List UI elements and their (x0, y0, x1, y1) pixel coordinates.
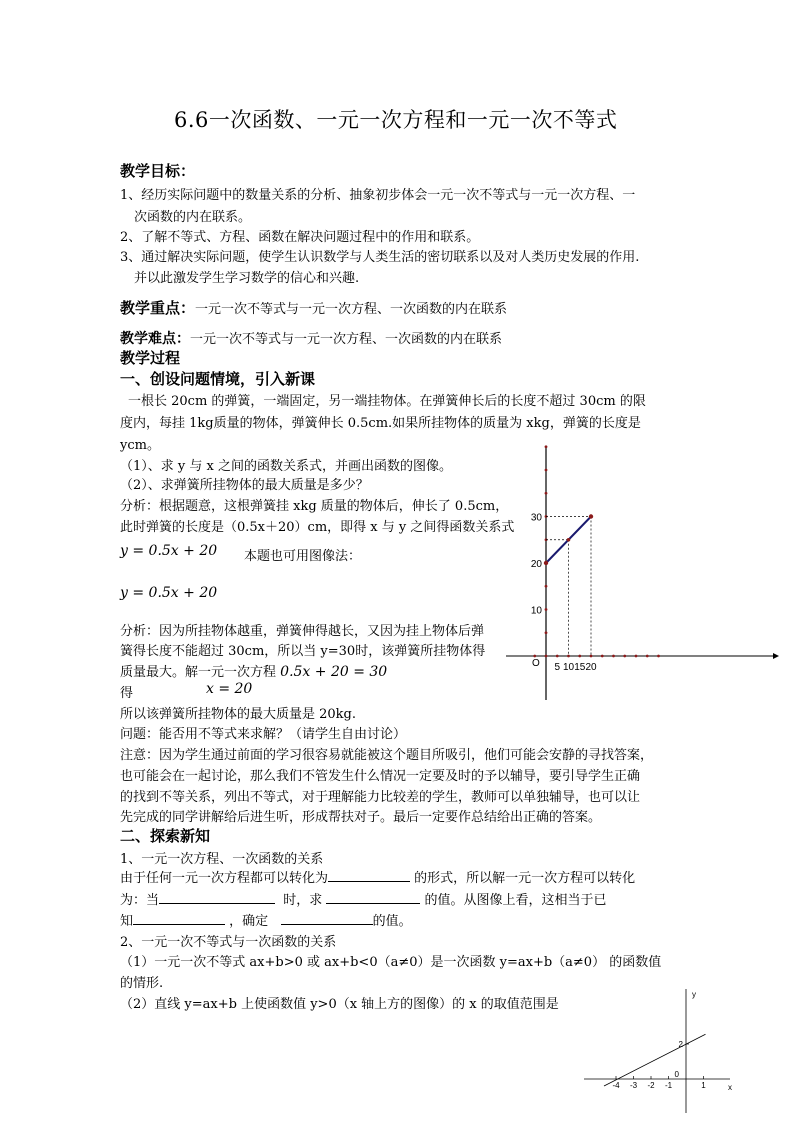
solve-line (120, 661, 387, 680)
y-tick-mark (545, 492, 548, 495)
problem-line: （1）、求 y 与 x 之间的函数关系式，并画出函数的图像。 (120, 459, 452, 474)
data-point (567, 538, 571, 542)
x-tick-label: 10 (562, 662, 575, 673)
text: 的形式，所以解一元一次方程可以转化 (414, 871, 636, 886)
key-point-label: 教学重点： (120, 299, 196, 317)
x-tick-mark (657, 655, 660, 658)
solution: x = 20 (206, 681, 253, 697)
process-heading: 教学过程 (120, 349, 181, 367)
y-tick-label: 30 (530, 512, 542, 524)
x-tick-mark (556, 655, 559, 658)
item-1-cont: 的情形. (120, 976, 164, 991)
key-point (120, 297, 507, 318)
x-tick-label: -1 (664, 1081, 673, 1090)
objective-line: 2、了解不等式、方程、函数在解决问题过程中的作用和联系。 (120, 230, 480, 245)
objective-line: 次函数的内在联系。 (134, 210, 252, 225)
x-tick-mark (646, 655, 649, 658)
text: 知 (120, 914, 134, 929)
fill-line-1 (120, 867, 635, 886)
x-tick-label: -2 (647, 1081, 655, 1090)
x-tick-label: -3 (629, 1081, 638, 1090)
solve-prefix: 质量最大。解一元一次方程 (120, 665, 277, 680)
fill-line-3 (120, 910, 412, 929)
text: 的值。 (372, 914, 412, 929)
objective-line: 1、经历实际问题中的数量关系的分析、抽象初步体会一元一次不等式与一元一次方程、一 (120, 188, 636, 203)
x-tick-label: 20 (585, 662, 597, 673)
analysis-line: 簧得长度不能超过 30cm，所以当 y=30时，该弹簧所挂物体得 (120, 644, 486, 659)
text: 时，求 (283, 893, 323, 908)
section1-heading: 一、创设问题情境，引入新课 (120, 370, 316, 388)
difficulty-label: 教学难点： (120, 331, 190, 347)
question: 问题：能否用不等式来求解？（请学生自由讨论） (120, 727, 407, 742)
y-tick-mark (545, 631, 548, 634)
problem-line: （2）、求弹簧所挂物体的最大质量是多少？ (120, 478, 369, 493)
objective-line: 3、通过解决实际问题，使学生认识数学与人类生活的密切联系以及对人类历史发展的作用. (120, 250, 640, 265)
equation-2: y = 0.5x + 20 (120, 585, 218, 601)
subsection-2: 2、一元一次不等式与一次函数的关系 (120, 935, 337, 950)
blank-field[interactable] (328, 867, 410, 882)
problem-line: 此时弹簧的长度是（0.5x＋20）cm，即得 x 与 y 之间得函数关系式 (120, 520, 515, 535)
origin-label: O (532, 658, 540, 669)
y-tick-mark (545, 469, 548, 472)
blank-field[interactable] (281, 910, 373, 925)
problem-line: 一根长 20cm 的弹簧，一端固定，另一端挂物体。在弹簧伸长后的长度不超过 30cm 的限 (128, 394, 646, 409)
get-label: 得 (120, 686, 134, 701)
page-title: 6.6一次函数、一元一次方程和一元一次不等式 (174, 108, 618, 132)
series-line (604, 1034, 706, 1086)
spring-chart (498, 440, 782, 704)
x-tick-mark (578, 655, 581, 658)
blank-field[interactable] (159, 889, 275, 904)
y-tick-label: 10 (530, 605, 542, 617)
fill-line-2 (120, 889, 606, 908)
x-tick-mark (635, 655, 638, 658)
data-point (544, 561, 548, 565)
note-line: 先完成的同学讲解给后进生听，形成帮扶对子。最后一定要作总结给出正确的答案。 (120, 810, 602, 825)
x-tick-mark (533, 655, 536, 658)
y-tick-mark (545, 445, 548, 448)
solve-equation: 0.5x + 20 = 30 (280, 664, 388, 680)
linear-function-chart (580, 985, 740, 1115)
y-tick-label: 20 (530, 559, 542, 570)
text: 为：当 (120, 893, 160, 908)
y-tick-label: 2 (678, 1040, 683, 1049)
conclusion: 所以该弹簧所挂物体的最大质量是 20kg. (120, 707, 357, 722)
x-tick-label: -4 (612, 1081, 620, 1090)
origin-label: 0 (674, 1070, 679, 1079)
y-tick-mark (545, 655, 548, 658)
problem-line: ycm。 (120, 438, 160, 453)
x-tick-mark (612, 655, 615, 658)
x-tick-mark (623, 655, 626, 658)
data-point (589, 515, 593, 519)
problem-line: 分析：根据题意，这根弹簧挂 xkg 质量的物体后，伸长了 0.5cm， (120, 499, 509, 514)
x-tick-label: 1 (701, 1081, 706, 1090)
note-line: 注意：因为学生通过前面的学习很容易就能被这个题目所吸引，他们可能会安静的寻找答案， (120, 748, 654, 763)
note-line: 的找到不等关系，列出不等式，对于理解能力比较差的学生，教师可以单独辅导，也可以让 (120, 790, 641, 805)
text: ，确定 (229, 914, 269, 929)
objectives-heading: 教学目标： (120, 162, 196, 180)
section2-heading: 二、探索新知 (120, 827, 211, 845)
x-axis-label: x (728, 1083, 732, 1092)
y-axis-label: y (692, 990, 696, 999)
subsection-1: 1、一元一次方程、一次函数的关系 (120, 852, 324, 867)
x-tick-mark (601, 655, 604, 658)
item-1: （1）一元一次不等式 ax+b>0 或 ax+b<0（a≠0）是一次函数 y=ax+b（a≠0） 的函数值 (120, 955, 662, 970)
blank-field[interactable] (133, 910, 225, 925)
problem-line: 度内，每挂 1kg质量的物体，弹簧伸长 0.5cm.如果所挂物体的质量为 xkg，弹簧的长度是 (120, 416, 641, 431)
key-point-text: 一元一次不等式与一元一次方程、一次函数的内在联系 (195, 302, 508, 317)
difficulty (120, 328, 502, 348)
x-tick-label: 15 (574, 662, 586, 673)
difficulty-text: 一元一次不等式与一元一次方程、一次函数的内在联系 (190, 332, 503, 347)
text: 由于任何一元一次方程都可以转化为 (120, 871, 329, 886)
note-line: 也可能会在一起讨论，那么我们不管发生什么情况一定要及时的予以辅导，要引导学生正确 (120, 769, 641, 784)
y-tick-mark (545, 585, 548, 588)
blank-field[interactable] (326, 889, 420, 904)
graph-note: 本题也可用图像法： (244, 549, 362, 564)
x-tick-label: 5 (554, 662, 561, 673)
item-2: （2）直线 y=ax+b 上使函数值 y>0（x 轴上方的图像）的 x 的取值范围是 (120, 997, 559, 1012)
y-tick-mark (545, 608, 548, 611)
equation-1: y = 0.5x + 20 (120, 543, 218, 559)
objective-line: 并以此激发学生学习数学的信心和兴趣. (134, 271, 360, 286)
analysis-line: 分析：因为所挂物体越重，弹簧伸得越长，又因为挂上物体后弹 (120, 624, 485, 639)
text: 的值。从图像上看，这相当于已 (424, 893, 607, 908)
